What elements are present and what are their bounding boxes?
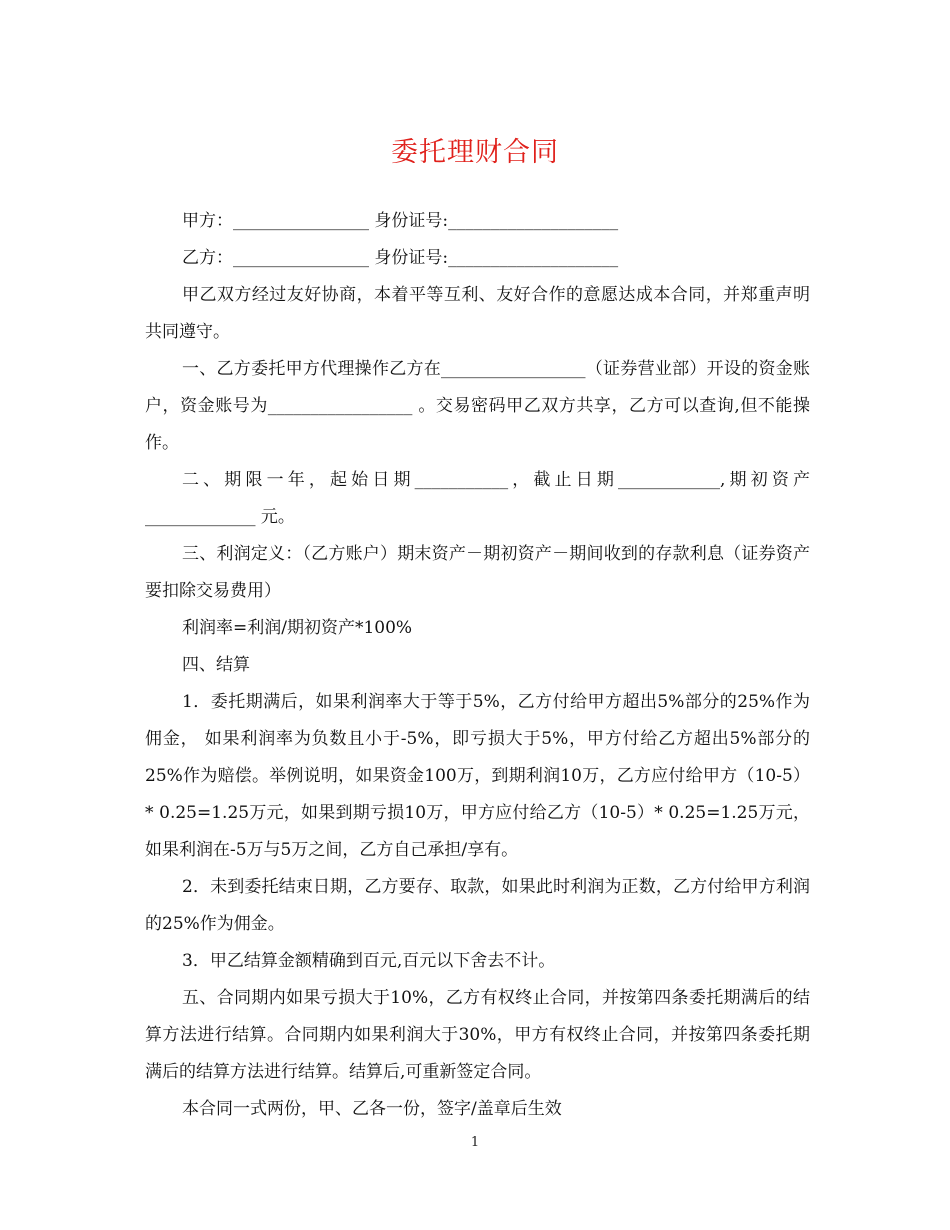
party-a-line: 甲方：________________ 身份证号:____________________ bbox=[182, 211, 619, 231]
clause-4-item-2: 2．未到委托结束日期，乙方要存、取款，如果此时利润为正数，乙方付给甲方利润的25%作为佣金。 bbox=[145, 877, 810, 934]
closing-paragraph: 本合同一式两份，甲、乙各一份，签字/盖章后生效 bbox=[182, 1099, 562, 1119]
document-body bbox=[145, 203, 810, 1128]
document-title: 委托理财合同 bbox=[391, 137, 559, 168]
clause-3-paragraph: 三、利润定义：（乙方账户）期末资产－期初资产－期间收到的存款利息（证券资产要扣除交易费用） bbox=[145, 544, 810, 601]
party-b-line: 乙方：________________ 身份证号:____________________ bbox=[182, 248, 619, 268]
clause-5-paragraph: 五、合同期内如果亏损大于10%，乙方有权终止合同，并按第四条委托期满后的结算方法进行结算。合同期内如果利润大于30%，甲方有权终止合同，并按第四条委托期满后的结算方法进行结算。结算后,可重新签定合同。 bbox=[145, 988, 810, 1082]
page-number: 1 bbox=[470, 1135, 480, 1150]
clause-4-item-3: 3．甲乙结算金额精确到百元,百元以下舍去不计。 bbox=[182, 951, 556, 971]
clause-4-heading: 四、结算 bbox=[182, 655, 250, 675]
profit-rate-formula: 利润率=利润/期初资产*100% bbox=[182, 618, 413, 638]
clause-2-paragraph: 二、期限一年，起始日期___________，截止日期____________,期初资产_____________ 元。 bbox=[145, 470, 810, 527]
clause-1-paragraph: 一、乙方委托甲方代理操作乙方在_________________（证券营业部）开设的资金账户，资金账号为_________________ 。交易密码甲乙双方共享，乙方可以查询,但不能操作。 bbox=[145, 359, 810, 453]
preamble-paragraph: 甲乙双方经过友好协商，本着平等互利、友好合作的意愿达成本合同，并郑重声明共同遵守。 bbox=[145, 285, 810, 342]
clause-4-item-1: 1．委托期满后，如果利润率大于等于5%，乙方付给甲方超出5%部分的25%作为佣金， 如果利润率为负数且小于-5%，即亏损大于5%，甲方付给乙方超出5%部分的25%作为赔偿。举例说明，如果资金100万，到期利润10万，乙方应付给甲方（10-5）* 0.25=1.25万元，如果到期亏损10万，甲方应付给乙方（10-5）* 0.25=1.25万元，如果利润在-5万与5万之间，乙方自己承担/享有。 bbox=[145, 692, 810, 860]
